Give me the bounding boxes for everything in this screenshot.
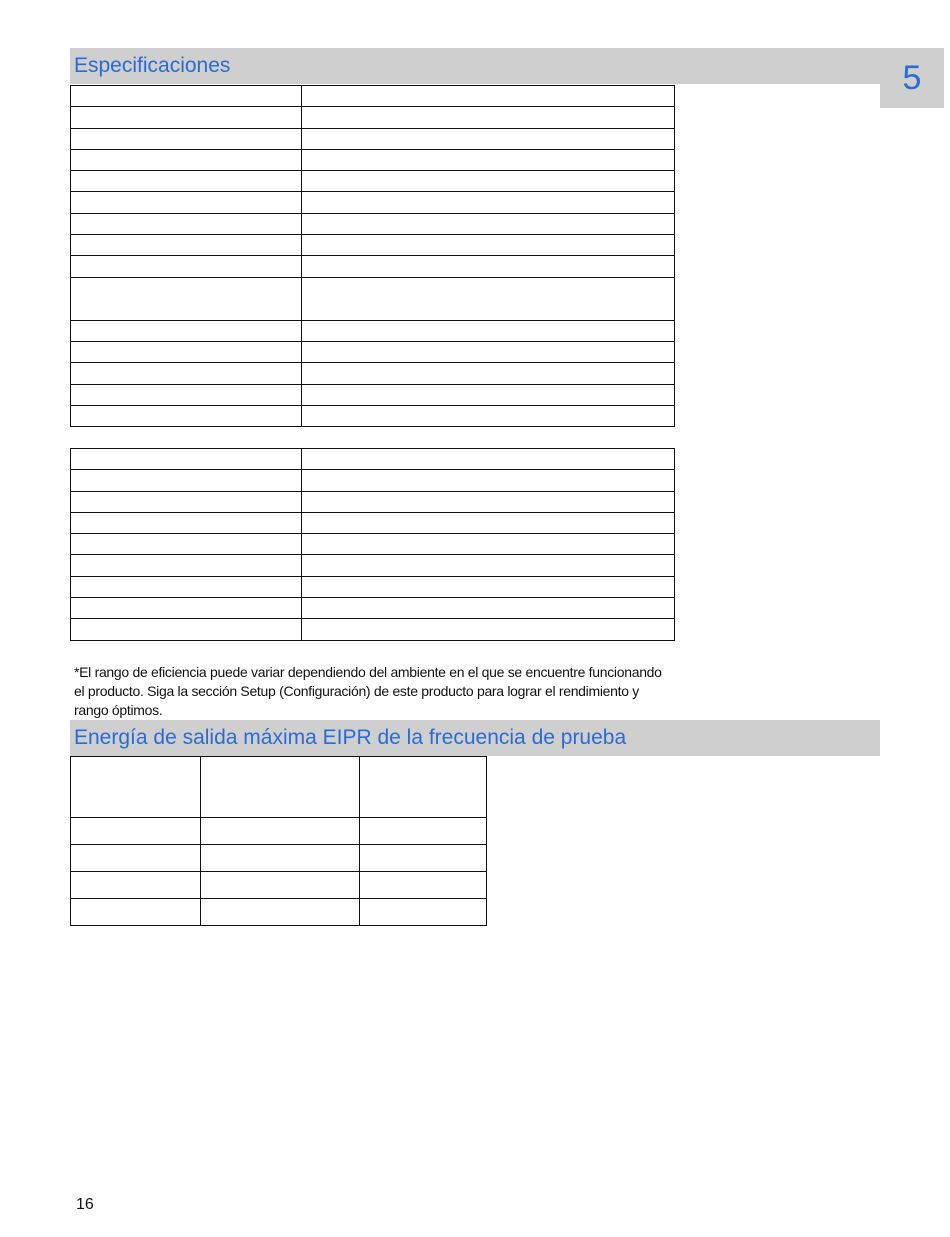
specifications-section-header bbox=[70, 48, 880, 84]
table-cell bbox=[302, 128, 675, 149]
table-cell bbox=[302, 149, 675, 170]
table-cell bbox=[302, 491, 675, 512]
table-row bbox=[71, 470, 675, 491]
table-cell bbox=[71, 576, 302, 597]
table-row bbox=[71, 277, 675, 320]
table-cell bbox=[71, 619, 302, 640]
table-cell bbox=[71, 320, 302, 341]
table-cell bbox=[71, 213, 302, 234]
table-cell bbox=[201, 818, 360, 845]
table-cell bbox=[71, 470, 302, 491]
table-row bbox=[71, 128, 675, 149]
table-row bbox=[71, 86, 675, 107]
table-row bbox=[71, 899, 487, 926]
table-header-row bbox=[71, 757, 487, 818]
table-cell bbox=[302, 235, 675, 256]
table-cell bbox=[71, 235, 302, 256]
table-cell bbox=[360, 899, 487, 926]
table-cell bbox=[71, 86, 302, 107]
table-cell bbox=[71, 491, 302, 512]
table-row bbox=[71, 341, 675, 362]
table-cell bbox=[302, 256, 675, 277]
table-cell bbox=[302, 555, 675, 576]
table-cell bbox=[302, 86, 675, 107]
table-cell bbox=[71, 405, 302, 426]
table-cell bbox=[71, 555, 302, 576]
table-cell bbox=[360, 872, 487, 899]
table-cell bbox=[302, 320, 675, 341]
table-row bbox=[71, 872, 487, 899]
table-row bbox=[71, 213, 675, 234]
table-cell bbox=[302, 107, 675, 128]
table-cell bbox=[71, 818, 201, 845]
table-row bbox=[71, 598, 675, 619]
table-cell bbox=[71, 757, 201, 818]
table-cell bbox=[201, 899, 360, 926]
table-cell bbox=[71, 149, 302, 170]
table-cell bbox=[71, 363, 302, 384]
chapter-number: 5 bbox=[902, 59, 922, 97]
eipr-title: Energía de salida máxima EIPR de la frecuencia de prueba bbox=[74, 726, 627, 749]
table-cell bbox=[71, 534, 302, 555]
specifications-table-2 bbox=[70, 448, 675, 641]
table-row bbox=[71, 192, 675, 213]
table-row bbox=[71, 256, 675, 277]
table-row bbox=[71, 235, 675, 256]
table-cell bbox=[302, 213, 675, 234]
table-row bbox=[71, 107, 675, 128]
table-cell bbox=[71, 192, 302, 213]
table-row bbox=[71, 491, 675, 512]
specifications-table-1 bbox=[70, 85, 675, 427]
table-cell bbox=[302, 192, 675, 213]
specifications-title: Especificaciones bbox=[74, 54, 231, 77]
table-cell bbox=[302, 405, 675, 426]
table-cell bbox=[71, 845, 201, 872]
table-cell bbox=[302, 449, 675, 470]
table-cell bbox=[302, 512, 675, 533]
chapter-tab bbox=[880, 48, 944, 108]
table-cell bbox=[360, 845, 487, 872]
table-cell bbox=[71, 107, 302, 128]
table-row bbox=[71, 171, 675, 192]
table-row bbox=[71, 576, 675, 597]
table-cell bbox=[201, 757, 360, 818]
table-cell bbox=[360, 818, 487, 845]
table-row bbox=[71, 405, 675, 426]
table-row bbox=[71, 619, 675, 640]
table-cell bbox=[201, 872, 360, 899]
table-cell bbox=[302, 171, 675, 192]
table-cell bbox=[71, 598, 302, 619]
page-number: 16 bbox=[76, 1196, 94, 1213]
table-cell bbox=[71, 512, 302, 533]
table-cell bbox=[71, 171, 302, 192]
table-cell bbox=[71, 449, 302, 470]
table-cell bbox=[71, 256, 302, 277]
table-cell bbox=[360, 757, 487, 818]
table-cell bbox=[302, 384, 675, 405]
table-cell bbox=[302, 277, 675, 320]
table-cell bbox=[302, 598, 675, 619]
table-cell bbox=[302, 341, 675, 362]
table-row bbox=[71, 384, 675, 405]
table-row bbox=[71, 149, 675, 170]
table-cell bbox=[71, 128, 302, 149]
table-row bbox=[71, 320, 675, 341]
eipr-table bbox=[70, 756, 487, 926]
table-cell bbox=[71, 899, 201, 926]
table-row bbox=[71, 534, 675, 555]
table-cell bbox=[302, 363, 675, 384]
table-row bbox=[71, 845, 487, 872]
table-cell bbox=[201, 845, 360, 872]
table-cell bbox=[71, 341, 302, 362]
table-cell bbox=[71, 872, 201, 899]
table-cell bbox=[71, 277, 302, 320]
table-row bbox=[71, 449, 675, 470]
table-cell bbox=[302, 619, 675, 640]
table-row bbox=[71, 818, 487, 845]
range-footnote: *El rango de eficiencia puede variar dependiendo del ambiente en el que se encuentre funcionando el producto. Siga la sección Setup (Configuración) de este producto para lograr el rendimiento y rango óptimos. bbox=[74, 664, 662, 718]
table-cell bbox=[302, 576, 675, 597]
table-row bbox=[71, 363, 675, 384]
table-cell bbox=[71, 384, 302, 405]
table-row bbox=[71, 555, 675, 576]
table-cell bbox=[302, 534, 675, 555]
table-row bbox=[71, 512, 675, 533]
eipr-section-header bbox=[70, 720, 880, 756]
table-cell bbox=[302, 470, 675, 491]
